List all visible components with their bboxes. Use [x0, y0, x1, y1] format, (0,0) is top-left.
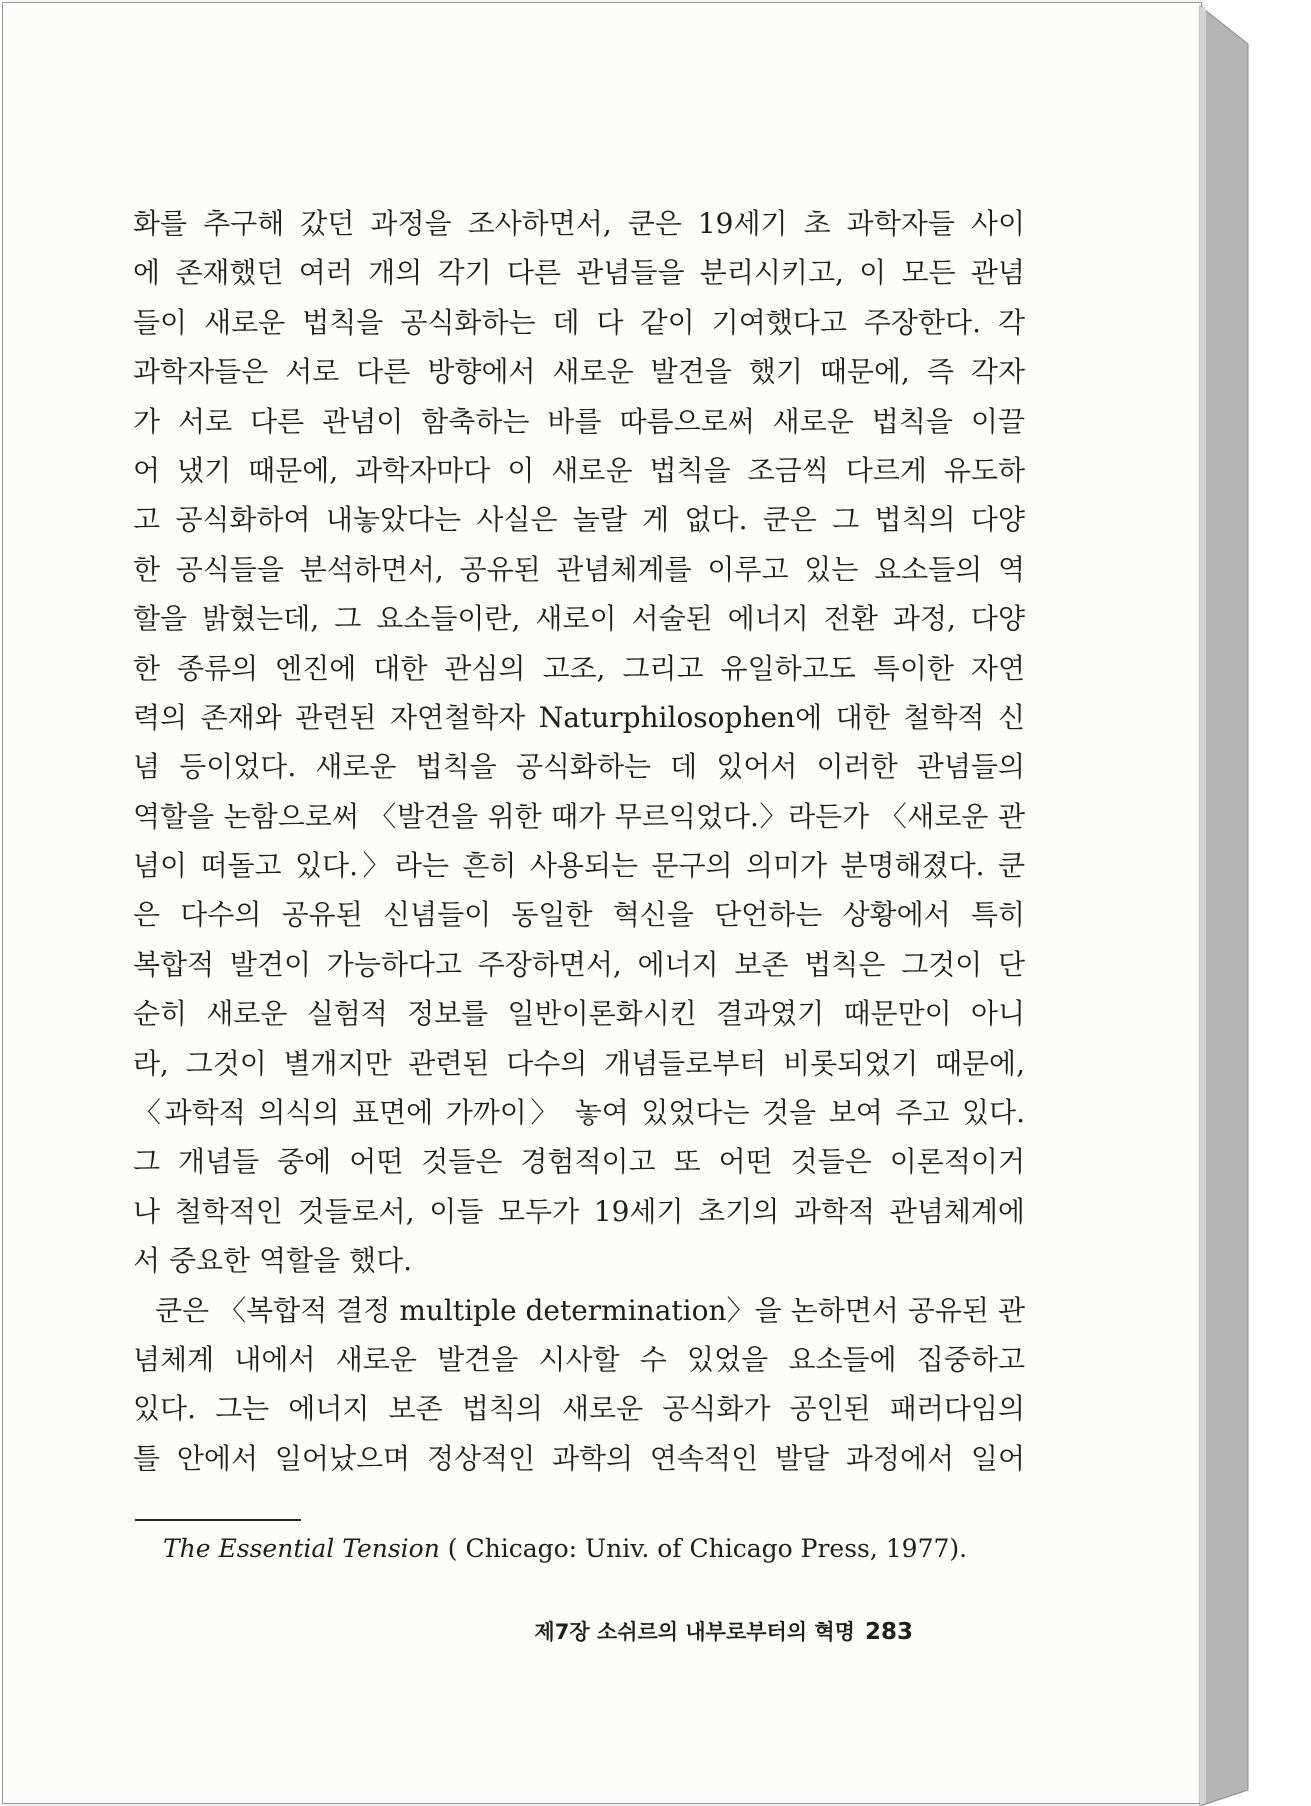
text-line: 념이 떠돌고 있다.〉라는 흔히 사용되는 문구의 의미가 분명해졌다. 쿤 [133, 849, 1025, 883]
text-line: 순히 새로운 실험적 정보를 일반이론화시킨 결과였기 때문만이 아니 [133, 997, 1025, 1031]
text-line: 고 공식화하여 내놓았다는 사실은 놀랄 게 없다. 쿤은 그 법칙의 다양 [133, 503, 1025, 537]
text-line: 에 존재했던 여러 개의 각기 다른 관념들을 분리시키고, 이 모든 관념 [133, 256, 1025, 290]
text-line: 있다. 그는 에너지 보존 법칙의 새로운 공식화가 공인된 패러다임의 [133, 1392, 1025, 1426]
text-line: 복합적 발견이 가능하다고 주장하면서, 에너지 보존 법칙은 그것이 단 [133, 947, 1025, 981]
text-line: 라, 그것이 별개지만 관련된 다수의 개념들로부터 비롯되었기 때문에, [133, 1046, 1025, 1080]
footnote [163, 1529, 967, 1569]
text-line: 념 등이었다. 새로운 법칙을 공식화하는 데 있어서 이러한 관념들의 [133, 750, 1025, 784]
text-line: 력의 존재와 관련된 자연철학자 Naturphilosophen에 대한 철학적 신 [133, 700, 1025, 734]
text-line: 〈과학적 의식의 표면에 가까이〉 놓여 있었다는 것을 보여 주고 있다. [133, 1096, 1025, 1130]
text-line: 들이 새로운 법칙을 공식화하는 데 다 같이 기여했다고 주장한다. 각 [133, 305, 1025, 339]
body-text [133, 199, 1025, 1483]
page-number: 283 [864, 1619, 913, 1645]
text-line: 가 서로 다른 관념이 함축하는 바를 따름으로써 새로운 법칙을 이끌 [133, 404, 1025, 438]
text-line: 나 철학적인 것들로서, 이들 모두가 19세기 초기의 과학적 관념체계에 [133, 1194, 1025, 1228]
text-line: 은 다수의 공유된 신념들이 동일한 혁신을 단언하는 상황에서 특히 [133, 898, 1025, 932]
text-line: 어 냈기 때문에, 과학자마다 이 새로운 법칙을 조금씩 다르게 유도하 [133, 453, 1025, 487]
footnote-rule [135, 1519, 301, 1521]
text-line: 한 공식들을 분석하면서, 공유된 관념체계를 이루고 있는 요소들의 역 [133, 552, 1025, 586]
book-page [2, 2, 1202, 1804]
text-line: 할을 밝혔는데, 그 요소들이란, 새로이 서술된 에너지 전환 과정, 다양 [133, 602, 1025, 636]
text-line: 쿤은 〈복합적 결정 multiple determination〉을 논하면서 공유된 관 [155, 1293, 1025, 1327]
text-line: 서 중요한 역할을 했다. [133, 1244, 413, 1278]
book-spine [1190, 0, 1250, 1806]
running-footer [534, 1616, 913, 1646]
text-line: 역할을 논함으로써 〈발견을 위한 때가 무르익었다.〉라든가 〈새로운 관 [133, 799, 1025, 833]
text-line: 그 개념들 중에 어떤 것들은 경험적이고 또 어떤 것들은 이론적이거 [133, 1145, 1025, 1179]
text-line: 념체계 내에서 새로운 발견을 시사할 수 있었을 요소들에 집중하고 [133, 1342, 1025, 1376]
footnote-publisher: ( Chicago: Univ. of Chicago Press, 1977). [439, 1534, 968, 1563]
footnote-book-title: The Essential Tension [163, 1534, 440, 1563]
text-line: 틀 안에서 일어났으며 정상적인 과학의 연속적인 발달 과정에서 일어 [133, 1441, 1025, 1475]
text-line: 화를 추구해 갔던 과정을 조사하면서, 쿤은 19세기 초 과학자들 사이 [133, 207, 1025, 240]
text-line: 한 종류의 엔진에 대한 관심의 고조, 그리고 유일하고도 특이한 자연 [133, 651, 1025, 685]
chapter-title: 제7장 소쉬르의 내부로부터의 혁명 [534, 1620, 855, 1644]
text-line: 과학자들은 서로 다른 방향에서 새로운 발견을 했기 때문에, 즉 각자 [133, 355, 1025, 389]
